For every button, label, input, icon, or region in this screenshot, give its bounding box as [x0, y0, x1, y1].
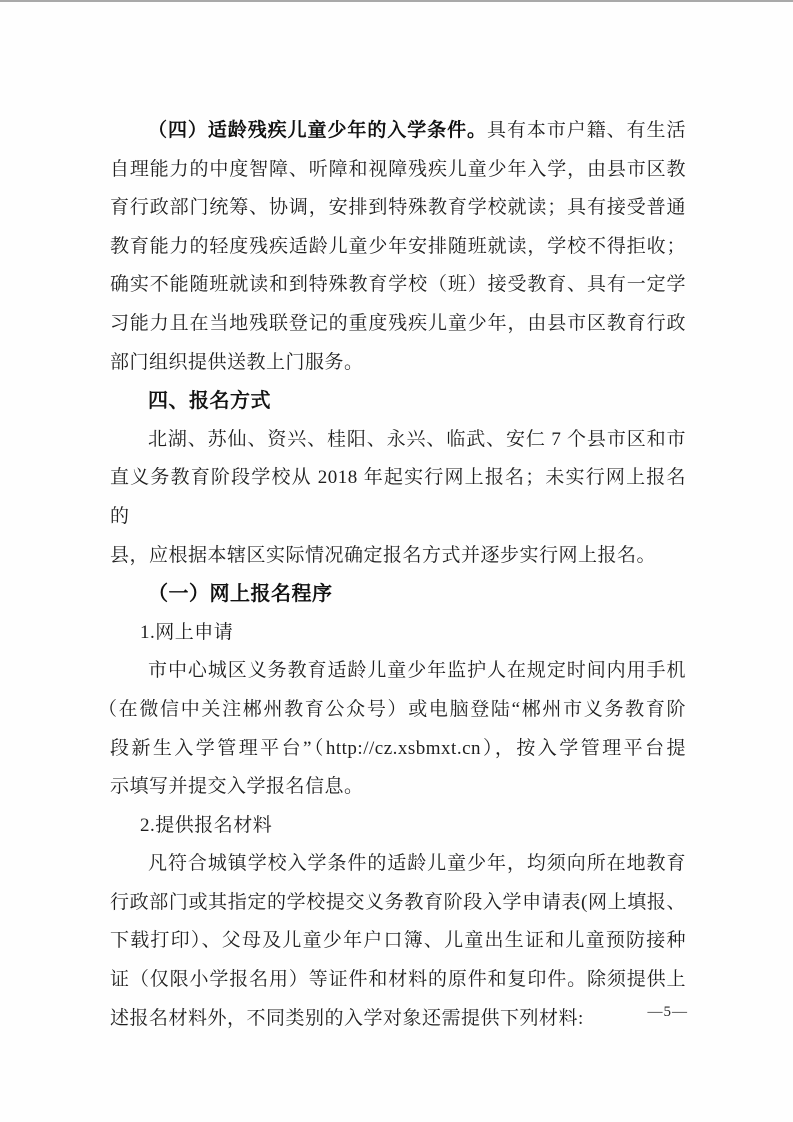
- paragraph-disabled-children-line-6: 习能力且在当地残联登记的重度残疾儿童少年，由县市区教育行政: [110, 312, 686, 334]
- paragraph-online-apply-line-4: 示填写并提交入学报名信息。: [110, 776, 364, 798]
- paragraph-online-apply-line-2: （在微信中关注郴州教育公众号）或电脑登陆“郴州市义务教育阶: [98, 698, 686, 720]
- paragraph-materials-line-3: 下载打印）、父母及儿童少年户口簿、儿童出生证和儿童预防接种: [110, 930, 686, 952]
- paragraph-disabled-children-line-3: 育行政部门统筹、协调，安排到特殊教育学校就读；具有接受普通: [110, 197, 686, 219]
- paragraph-online-apply-line-1: 市中心城区义务教育适龄儿童少年监护人在规定时间内用手机: [148, 660, 686, 682]
- paragraph-materials-line-2: 行政部门或其指定的学校提交义务教育阶段入学申请表(网上填报、: [110, 891, 686, 913]
- paragraph-text: 具有本市户籍、有生活: [487, 120, 686, 141]
- subsection-heading-online-procedure: （一）网上报名程序: [148, 583, 333, 606]
- paragraph-counties-line-2: 直义务教育阶段学校从 2018 年起实行网上报名；未实行网上报名的: [110, 467, 686, 527]
- paragraph-disabled-children-line-4: 教育能力的轻度残疾适龄儿童少年安排随班就读，学校不得拒收；: [110, 235, 686, 257]
- paragraph-counties-line-1: 北湖、苏仙、资兴、桂阳、永兴、临武、安仁 7 个县市区和市: [148, 428, 686, 450]
- paragraph-materials-line-1: 凡符合城镇学校入学条件的适龄儿童少年，均须向所在地教育: [148, 853, 686, 875]
- paragraph-materials-line-5: 述报名材料外，不同类别的入学对象还需提供下列材料:: [110, 1007, 584, 1029]
- document-body: [98, 112, 686, 1038]
- section-heading-registration-method: 四、报名方式: [148, 390, 271, 413]
- page-number: —5—: [647, 1004, 688, 1020]
- paragraph-materials-line-4: 证（仅限小学报名用）等证件和材料的原件和复印件。除须提供上: [110, 969, 686, 991]
- paragraph-lead-heading: （四）适龄残疾儿童少年的入学条件。: [148, 120, 487, 141]
- paragraph-counties-line-3: 县，应根据本辖区实际情况确定报名方式并逐步实行网上报名。: [110, 544, 657, 566]
- item-heading-submit-materials: 2.提供报名材料: [140, 814, 273, 836]
- paragraph-disabled-children-line-1: [110, 112, 686, 151]
- paragraph-disabled-children-line-7: 部门组织提供送教上门服务。: [110, 351, 364, 373]
- item-heading-online-application: 1.网上申请: [140, 621, 234, 643]
- paragraph-disabled-children-line-2: 自理能力的中度智障、听障和视障残疾儿童少年入学，由县市区教: [110, 158, 686, 180]
- paragraph-disabled-children-line-5: 确实不能随班就读和到特殊教育学校（班）接受教育、具有一定学: [110, 274, 686, 296]
- paragraph-online-apply-line-3: 段新生入学管理平台”（http://cz.xsbmxt.cn），按入学管理平台提: [110, 737, 686, 759]
